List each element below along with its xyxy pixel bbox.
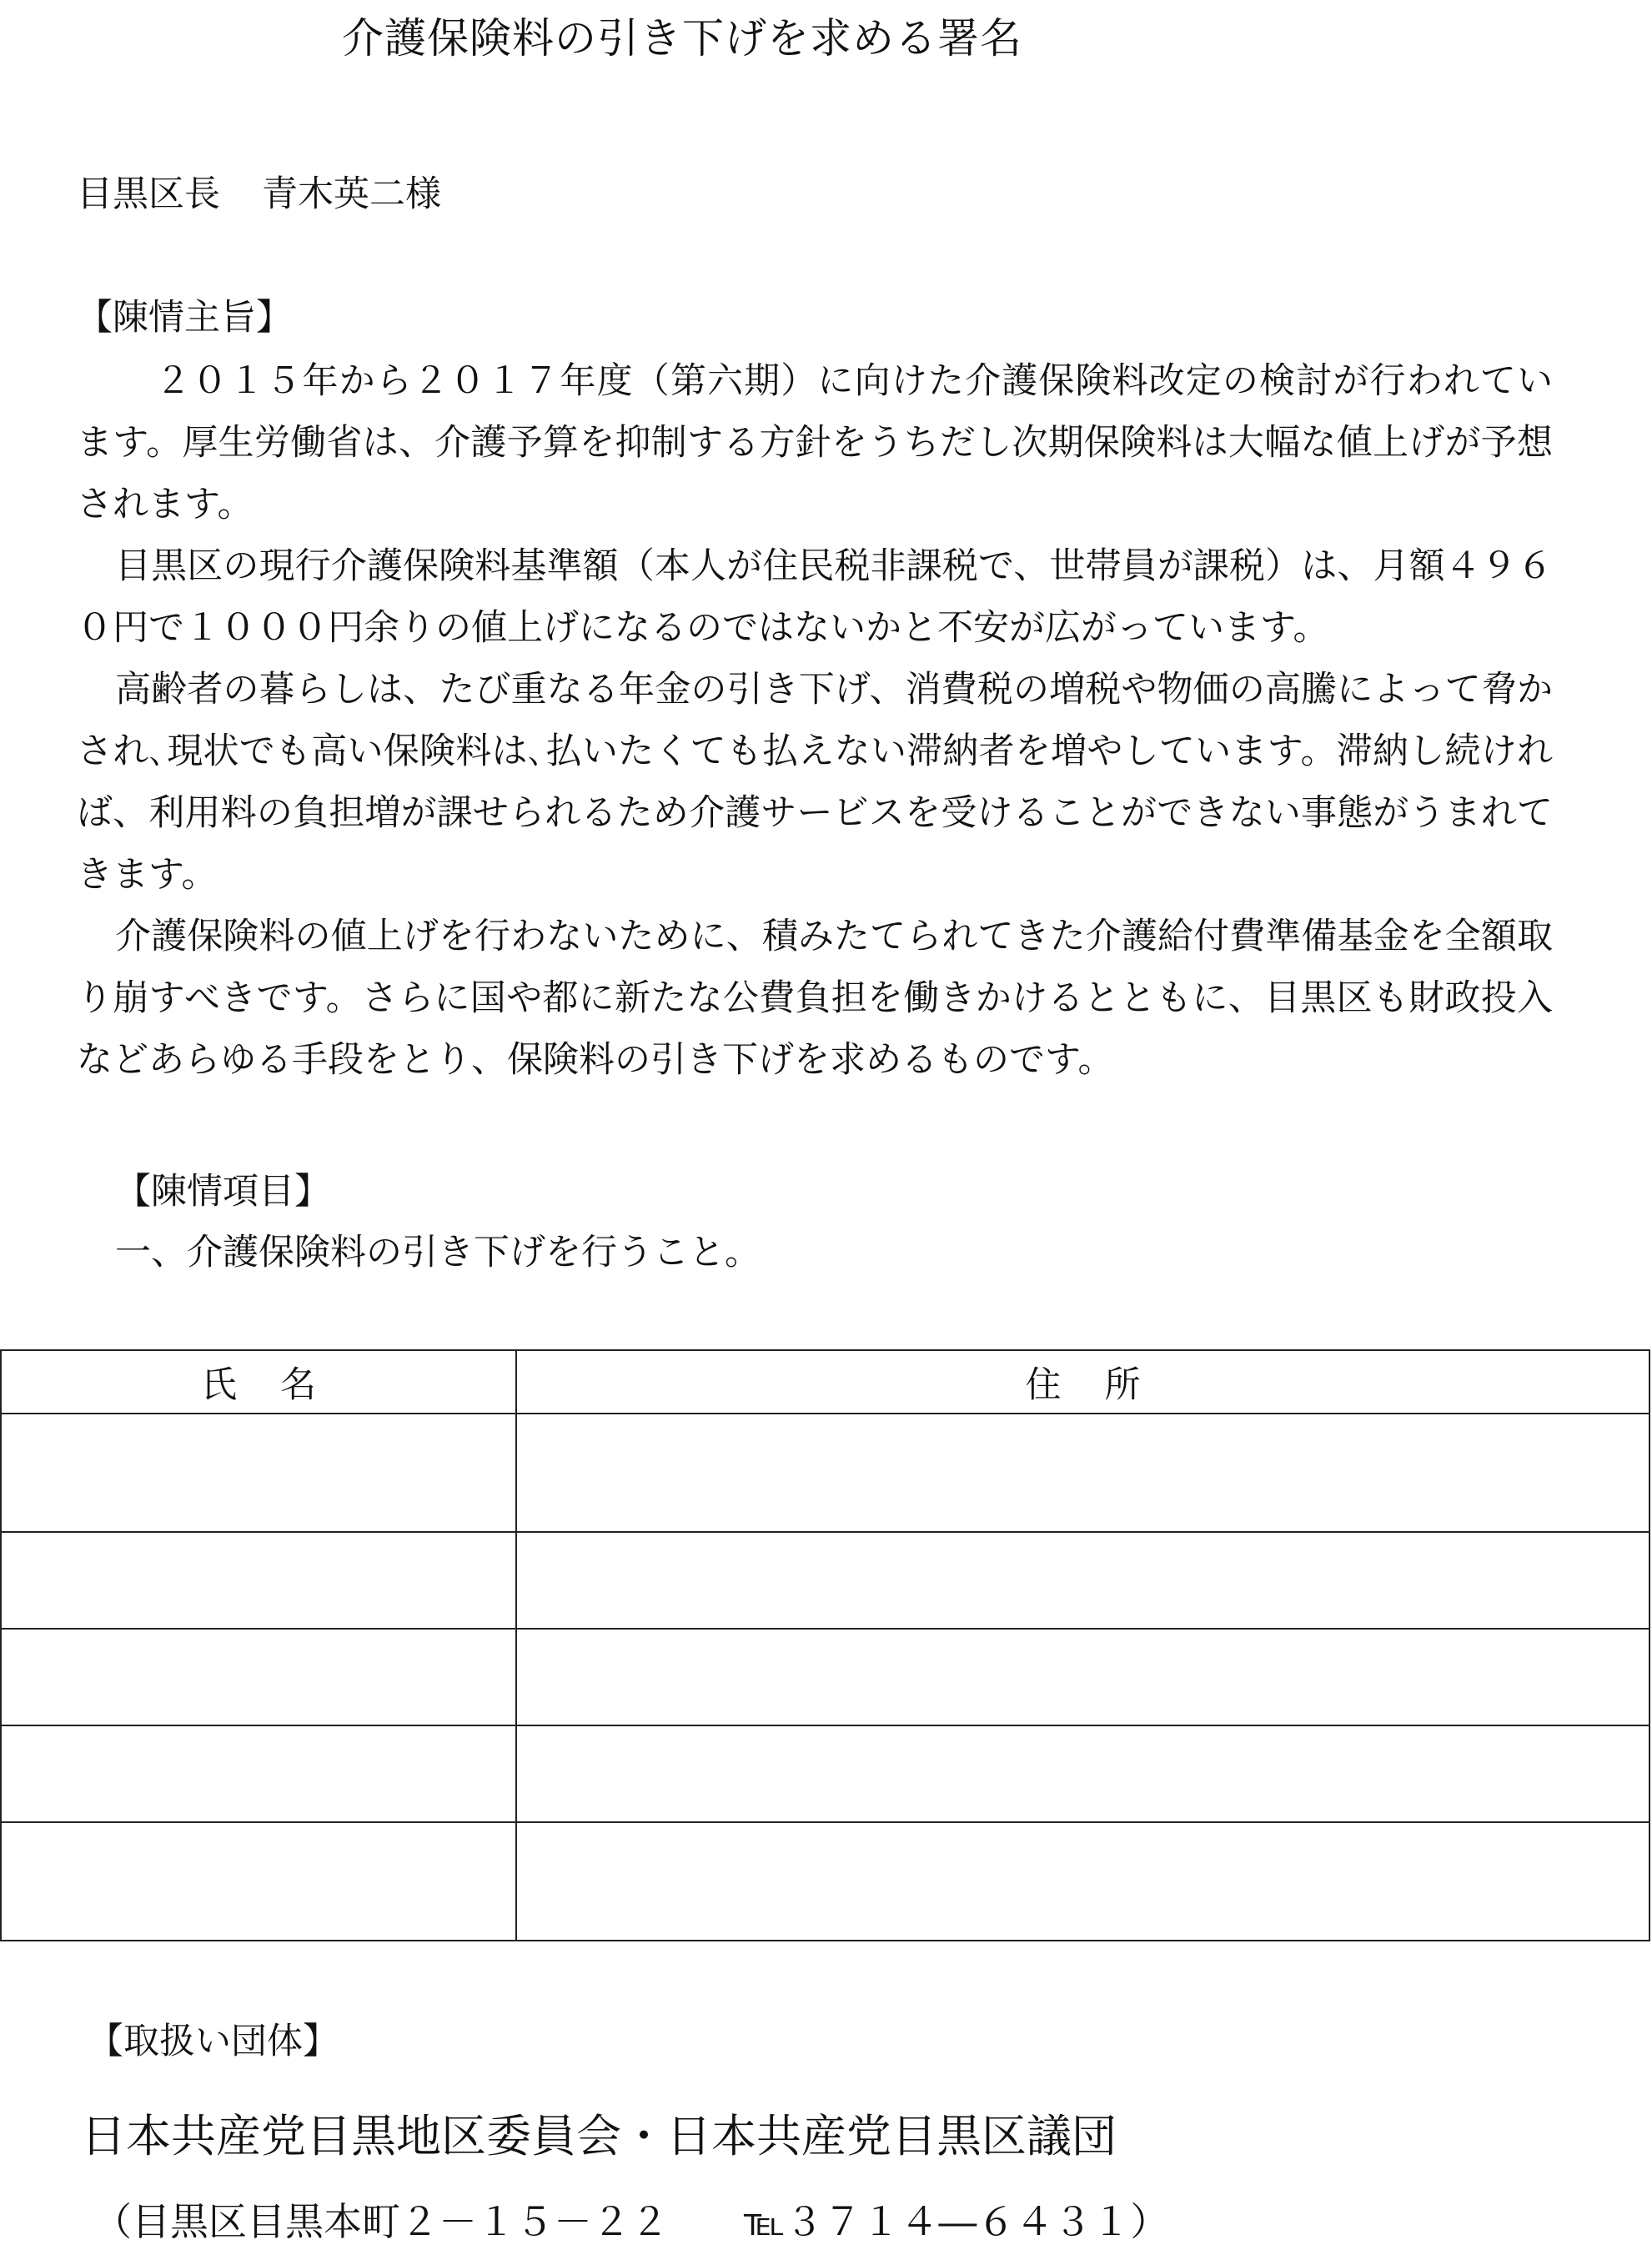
signature-table	[0, 1349, 1650, 1941]
signature-row	[1, 1629, 1649, 1725]
name-cell[interactable]	[1, 1532, 516, 1629]
address-cell[interactable]	[516, 1629, 1649, 1725]
organizer-address: （目黒区目黒本町２－１５－２２	[93, 2199, 669, 2244]
signature-row	[1, 1822, 1649, 1941]
organizer-heading: 【取扱い団体】	[88, 2021, 339, 2062]
signature-row	[1, 1725, 1649, 1822]
address-cell[interactable]	[516, 1725, 1649, 1822]
organizer-name: 日本共産党目黒地区委員会・日本共産党目黒区議団	[81, 2110, 1117, 2162]
addressee	[77, 165, 441, 223]
purpose-body	[77, 350, 1553, 1091]
address-column-header: 住 所	[516, 1350, 1649, 1414]
address-cell[interactable]	[516, 1532, 1649, 1629]
document-title: 介護保険料の引き下げを求める署名	[342, 14, 1022, 63]
addressee-office: 目黒区長	[77, 173, 220, 215]
petition-item: 一、介護保険料の引き下げを行うこと。	[115, 1232, 761, 1273]
signature-row	[1, 1414, 1649, 1532]
organizer-contact	[93, 2190, 1168, 2253]
organizer-phone: ℡３７１４―６４３１）	[744, 2199, 1169, 2244]
name-column-header: 氏 名	[1, 1350, 516, 1414]
name-cell[interactable]	[1, 1629, 516, 1725]
name-cell[interactable]	[1, 1725, 516, 1822]
name-cell[interactable]	[1, 1822, 516, 1941]
purpose-paragraph: 目黒区の現行介護保険料基準額（本人が住民税非課税で、世帯員が課税）は、月額４９６０円で１０００円余りの値上げになるのではないかと不安が広がっています。	[77, 545, 1553, 649]
items-heading: 【陳情項目】	[115, 1171, 330, 1213]
address-cell[interactable]	[516, 1414, 1649, 1532]
signature-row	[1, 1532, 1649, 1629]
address-cell[interactable]	[516, 1822, 1649, 1941]
purpose-paragraph: ２０１５年から２０１７年度（第六期）に向けた介護保険料改定の検討が行われています。厚生労働省は、介護予算を抑制する方針をうちだし次期保険料は大幅な値上げが予想されます。	[77, 360, 1553, 525]
signature-table-header	[1, 1350, 1649, 1414]
purpose-heading: 【陳情主旨】	[77, 297, 292, 339]
purpose-paragraph: 高齢者の暮らしは、たび重なる年金の引き下げ、消費税の増税や物価の高騰によって脅かされ､現状でも高い保険料は､払いたくても払えない滞納者を増やしています。滞納し続ければ、利用料の負担増が課せられるため介護サービスを受けることができない事態がうまれてきます。	[77, 669, 1553, 896]
name-cell[interactable]	[1, 1414, 516, 1532]
addressee-name: 青木英二様	[262, 173, 441, 215]
purpose-paragraph: 介護保険料の値上げを行わないために、積みたてられてきた介護給付費準備基金を全額取り崩すべきです。さらに国や都に新たな公費負担を働きかけるとともに、目黒区も財政投入などあらゆる手段をとり、保険料の引き下げを求めるものです。	[77, 916, 1553, 1081]
